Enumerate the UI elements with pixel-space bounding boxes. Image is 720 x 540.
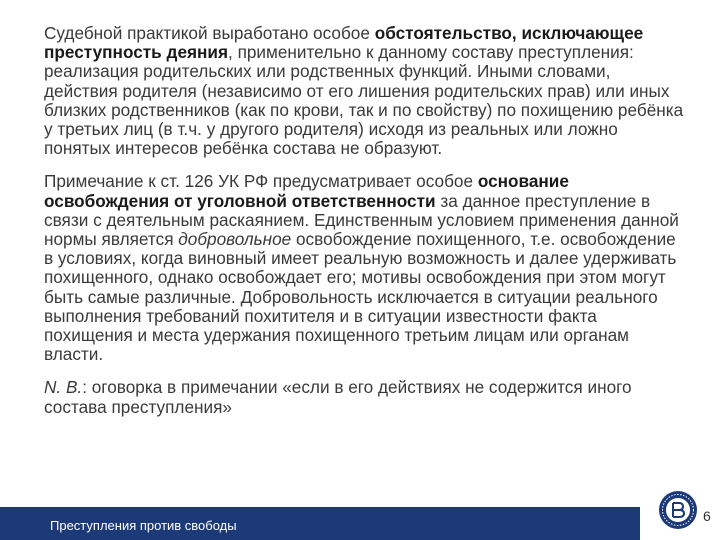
- paragraph-nota-bene: [44, 378, 684, 416]
- bold-text-run: обстоятельство, исключающее преступность деяния: [44, 23, 644, 63]
- italic-text-run: N. B.: [44, 377, 83, 398]
- text-run: , применительно к данному составу преступления: реализация родительских или родственных функций. Иными словами, действия родителя (независимо от его лишения родительских прав) или иных близких родственников (как по крови, так и по свойству) по похищению ребёнка у третьих лиц (в т.ч. у другого родителя) исходя из реальных или ложно понятых интересов ребёнка состава не образуют.: [44, 42, 684, 159]
- text-run: за данное преступление в связи с деятельным раскаянием. Единственным условием применения данной нормы является: [44, 190, 679, 250]
- italic-text-run: добровольное: [178, 229, 292, 250]
- text-run: освобождение похищенного, т.е. освобождение в условиях, когда виновный имеет реальную возможность и далее удерживать похищенного, однако освобождает его; мотивы освобождения при этом могут быть самые различные. Добровольность исключается в ситуации реального выполнения требований похитителя и в ситуации известности факта похищения и места удержания похищенного третьим лицам или органам власти.: [44, 229, 677, 365]
- text-run: Судебной практикой выработано особое: [44, 23, 375, 43]
- page-number: 6: [703, 508, 711, 524]
- slide-body: [44, 24, 684, 417]
- paragraph-parental-exception: [44, 24, 684, 158]
- footer-title: Преступления против свободы: [50, 518, 237, 533]
- text-run: Примечание к ст. 126 УК РФ предусматривает особое: [44, 171, 478, 192]
- bold-text-run: основание освобождения от уголовной ответственности: [44, 171, 569, 211]
- footer-bar: [0, 507, 640, 540]
- text-run: : оговорка в примечании «если в его действиях не содержится иного состава преступления»: [44, 377, 632, 417]
- university-emblem-icon: [658, 490, 698, 530]
- paragraph-article-126-note: [44, 172, 684, 364]
